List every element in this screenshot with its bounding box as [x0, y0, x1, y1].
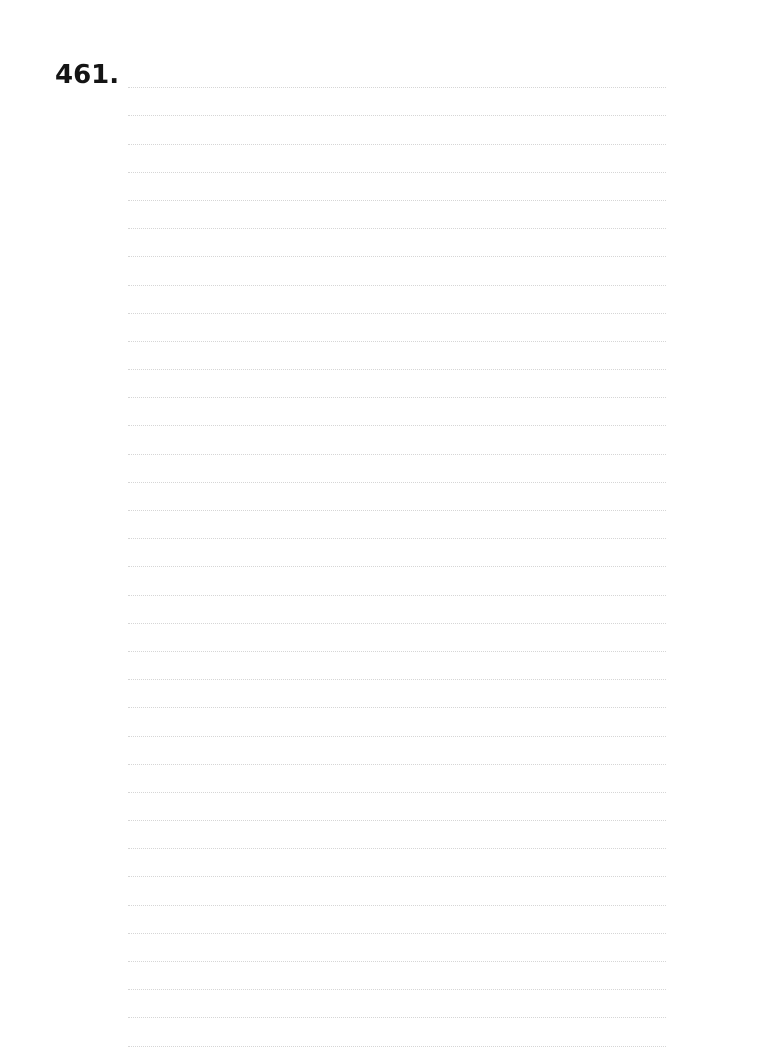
text-line	[128, 116, 666, 144]
text-line	[128, 906, 666, 934]
text-line	[128, 539, 666, 567]
text-line	[128, 934, 666, 962]
text-line	[128, 765, 666, 793]
text-line	[128, 483, 666, 511]
text-line	[128, 567, 666, 595]
text-line	[128, 877, 666, 905]
text-line	[128, 398, 666, 426]
text-line	[128, 793, 666, 821]
text-line	[128, 1018, 666, 1046]
text-line	[128, 708, 666, 736]
text-line	[128, 314, 666, 342]
text-line	[128, 88, 666, 116]
text-line	[128, 257, 666, 285]
text-line	[128, 370, 666, 398]
text-line	[128, 342, 666, 370]
text-line	[128, 624, 666, 652]
entry-number: 461.	[55, 60, 120, 90]
text-line	[128, 455, 666, 483]
text-line	[128, 60, 666, 88]
text-line	[128, 849, 666, 877]
body-text	[128, 60, 666, 1047]
text-line	[128, 145, 666, 173]
text-line	[128, 173, 666, 201]
text-line	[128, 737, 666, 765]
text-line	[128, 511, 666, 539]
text-line	[128, 652, 666, 680]
text-line	[128, 229, 666, 257]
text-line	[128, 596, 666, 624]
text-line	[128, 426, 666, 454]
text-line	[128, 990, 666, 1018]
text-line	[128, 201, 666, 229]
text-line	[128, 680, 666, 708]
text-line	[128, 962, 666, 990]
text-line	[128, 286, 666, 314]
text-line	[128, 821, 666, 849]
